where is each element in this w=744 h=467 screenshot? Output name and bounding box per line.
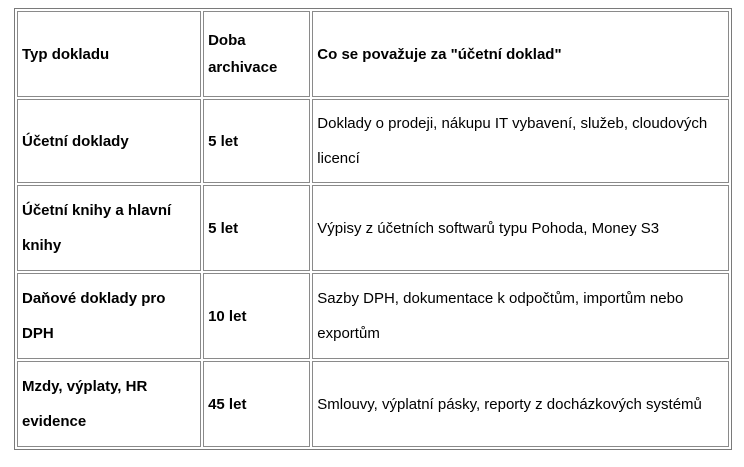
retention-cell: 5 let [203, 185, 310, 271]
header-cell-doc-type: Typ dokladu [17, 11, 201, 97]
doc-type-cell: Účetní knihy a hlavní knihy [17, 185, 201, 271]
retention-cell: 45 let [203, 361, 310, 447]
description-cell: Výpisy z účetních softwarů typu Pohoda, Money S3 [312, 185, 729, 271]
table-row [17, 361, 729, 447]
description-cell: Smlouvy, výplatní pásky, reporty z docházkových systémů [312, 361, 729, 447]
table-header-row [17, 11, 729, 97]
header-cell-description: Co se považuje za "účetní doklad" [312, 11, 729, 97]
table-row [17, 185, 729, 271]
description-cell: Doklady o prodeji, nákupu IT vybavení, služeb, cloudových licencí [312, 99, 729, 183]
doc-type-cell: Mzdy, výplaty, HR evidence [17, 361, 201, 447]
retention-cell: 5 let [203, 99, 310, 183]
archive-table [14, 8, 732, 450]
header-cell-retention: Doba archivace [203, 11, 310, 97]
retention-cell: 10 let [203, 273, 310, 359]
doc-type-cell: Daňové doklady pro DPH [17, 273, 201, 359]
table-row [17, 273, 729, 359]
table-row [17, 99, 729, 183]
doc-type-cell: Účetní doklady [17, 99, 201, 183]
description-cell: Sazby DPH, dokumentace k odpočtům, importům nebo exportům [312, 273, 729, 359]
